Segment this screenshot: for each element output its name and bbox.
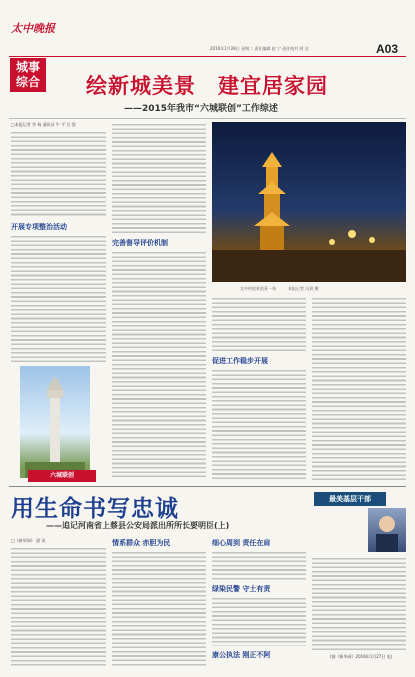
article-column-1b bbox=[11, 234, 106, 362]
subhead-specialty-campaign: 开展专项整治活动 bbox=[11, 223, 67, 231]
subtitle: ——2015年我市“六城联创”工作综述 bbox=[124, 104, 278, 114]
lower-column-3 bbox=[212, 550, 306, 582]
page-code: A03 bbox=[376, 42, 399, 56]
logo bbox=[11, 17, 57, 35]
article-column-3 bbox=[212, 296, 306, 352]
byline: □本报记者 李 杨 通讯员 牛 平 吕 强 bbox=[11, 122, 76, 127]
article-column-1 bbox=[11, 130, 106, 216]
night-city-photo bbox=[212, 122, 406, 282]
section-tag-line1: 城事 bbox=[15, 60, 40, 74]
photo-caption: 太中村夜景夜景一角 本报记者 冯玥 摄 bbox=[240, 286, 319, 291]
tower-illustration bbox=[20, 366, 90, 478]
lower-column-2 bbox=[112, 550, 206, 668]
tower-photo bbox=[20, 366, 90, 478]
logo-text: 太中晚报 bbox=[11, 22, 55, 35]
subhead-supervision: 完善督导评价机制 bbox=[112, 239, 168, 247]
best-grassroots-tag bbox=[314, 492, 386, 506]
lower-subtitle: ——追记河南省上蔡县公安局派出所所长要明臣(上) bbox=[46, 521, 230, 530]
lower-headline: 用生命书写忠诚 bbox=[11, 496, 179, 522]
subhead-devotion: 情系群众 赤胆为民 bbox=[112, 539, 171, 547]
subhead-guard: 绿染民警 守土有责 bbox=[212, 585, 271, 593]
subhead-law-enforcement: 康公执法 刚正不阿 bbox=[212, 651, 271, 659]
lower-column-1 bbox=[11, 546, 106, 668]
promo-stamp: 六城联创 bbox=[28, 470, 96, 482]
lower-column-3b bbox=[212, 596, 306, 646]
end-note: (据《新华网》2016年1月27日 电) bbox=[330, 654, 393, 659]
portrait-photo bbox=[368, 508, 406, 552]
lower-byline: □《新华网》 通 讯 bbox=[11, 538, 46, 543]
article-column-3b bbox=[212, 368, 306, 480]
article-column-2 bbox=[112, 122, 206, 234]
section-tag-line2: 综合 bbox=[15, 75, 40, 89]
headline-rule bbox=[9, 118, 406, 119]
section-tag bbox=[10, 58, 46, 92]
subhead-progress: 促进工作稳步开展 bbox=[212, 357, 268, 365]
headline: 绘新城美景 建宜居家园 bbox=[86, 74, 328, 98]
portrait-figure bbox=[368, 508, 406, 552]
section-divider bbox=[9, 486, 406, 487]
best-grassroots-tag-text: 最美基层干部 bbox=[329, 495, 371, 503]
page-date: 2016年1月28日 星期二 责任编辑 赵 宁 责任校对 阿 洁 bbox=[210, 46, 309, 51]
article-column-2b bbox=[112, 250, 206, 480]
pagoda-illustration bbox=[212, 122, 406, 282]
subhead-responsibility: 细心周到 责任在肩 bbox=[212, 539, 271, 547]
header-rule bbox=[9, 56, 406, 57]
lower-column-4 bbox=[312, 556, 406, 650]
article-column-4 bbox=[312, 296, 406, 480]
